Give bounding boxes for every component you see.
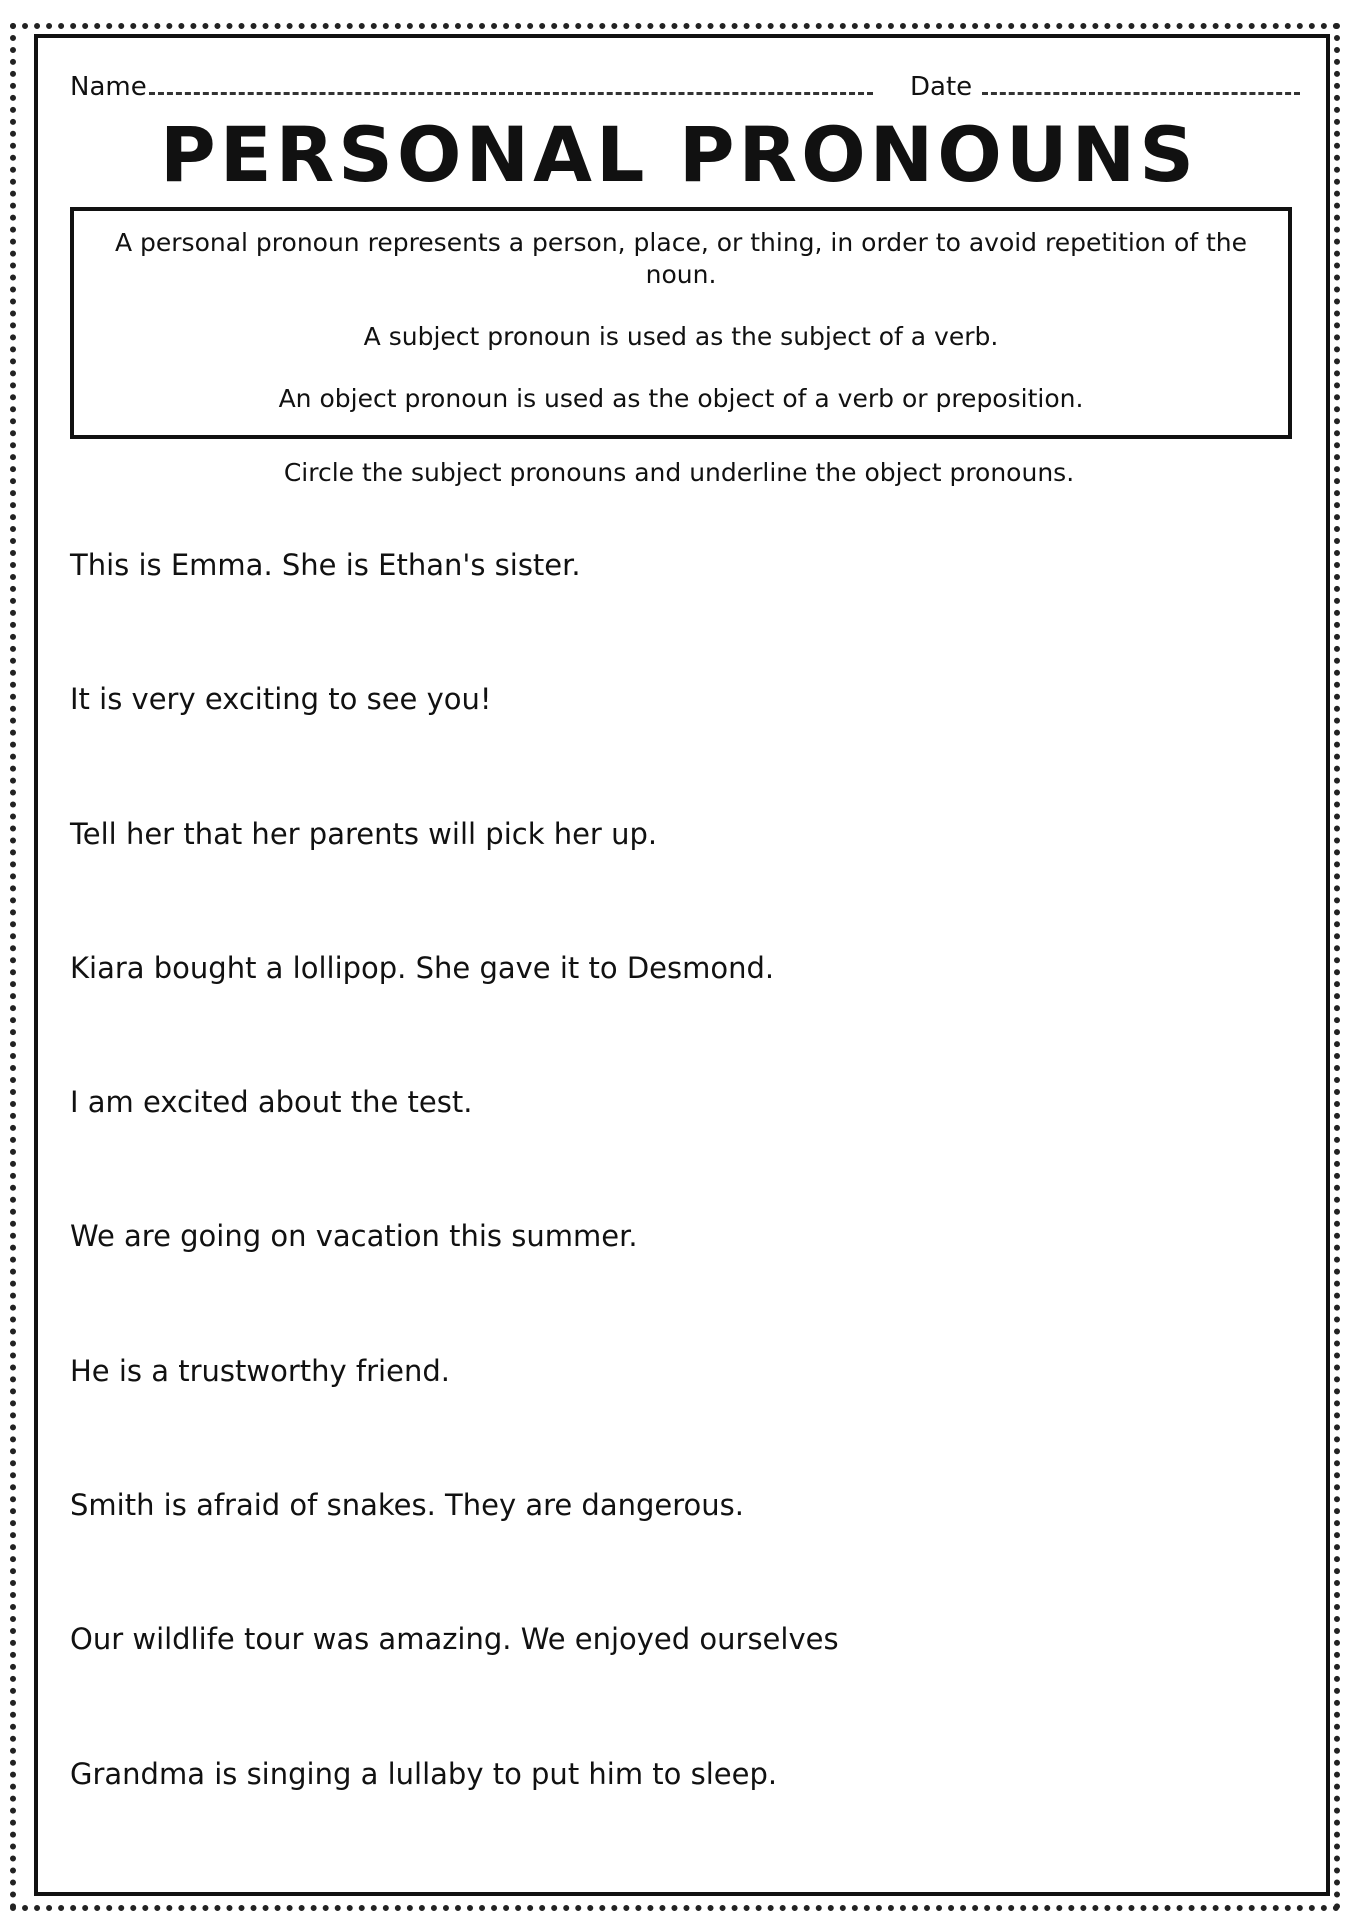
header-row <box>70 70 1292 110</box>
sentence-item: Kiara bought a lollipop. She gave it to Desmond. <box>70 950 775 985</box>
name-field <box>70 70 873 102</box>
sentence-item: We are going on vacation this summer. <box>70 1219 638 1254</box>
sentence-item: Smith is afraid of snakes. They are dangerous. <box>70 1488 744 1523</box>
definition-object-pronoun: An object pronoun is used as the object of a verb or preposition. <box>278 384 1084 413</box>
sentence-item: Tell her that her parents will pick her up. <box>70 816 658 851</box>
name-blank-line <box>149 70 873 95</box>
date-field <box>910 70 1300 102</box>
instruction-text: Circle the subject pronouns and underline the object pronouns. <box>283 458 1075 487</box>
sentence-item: He is a trustworthy friend. <box>70 1353 450 1388</box>
name-label: Name <box>70 72 147 102</box>
page-title: PERSONAL PRONOUNS <box>160 110 1198 199</box>
sentence-item: Our wildlife tour was amazing. We enjoyed ourselves <box>70 1622 839 1657</box>
sentence-item: This is Emma. She is Ethan's sister. <box>70 548 581 582</box>
date-label: Date <box>910 72 973 102</box>
definition-box <box>70 207 1292 439</box>
sentence-item: I am excited about the test. <box>70 1085 473 1120</box>
sentence-item: It is very exciting to see you! <box>70 682 492 717</box>
definition-subject-pronoun: A subject pronoun is used as the subject of a verb. <box>363 322 999 351</box>
sentence-item: Grandma is singing a lullaby to put him to sleep. <box>70 1756 778 1791</box>
date-blank-line <box>982 70 1300 95</box>
definition-personal-pronoun: A personal pronoun represents a person, place, or thing, in order to avoid repetition of the noun. <box>114 228 1248 289</box>
sentence-list <box>70 545 1292 1888</box>
